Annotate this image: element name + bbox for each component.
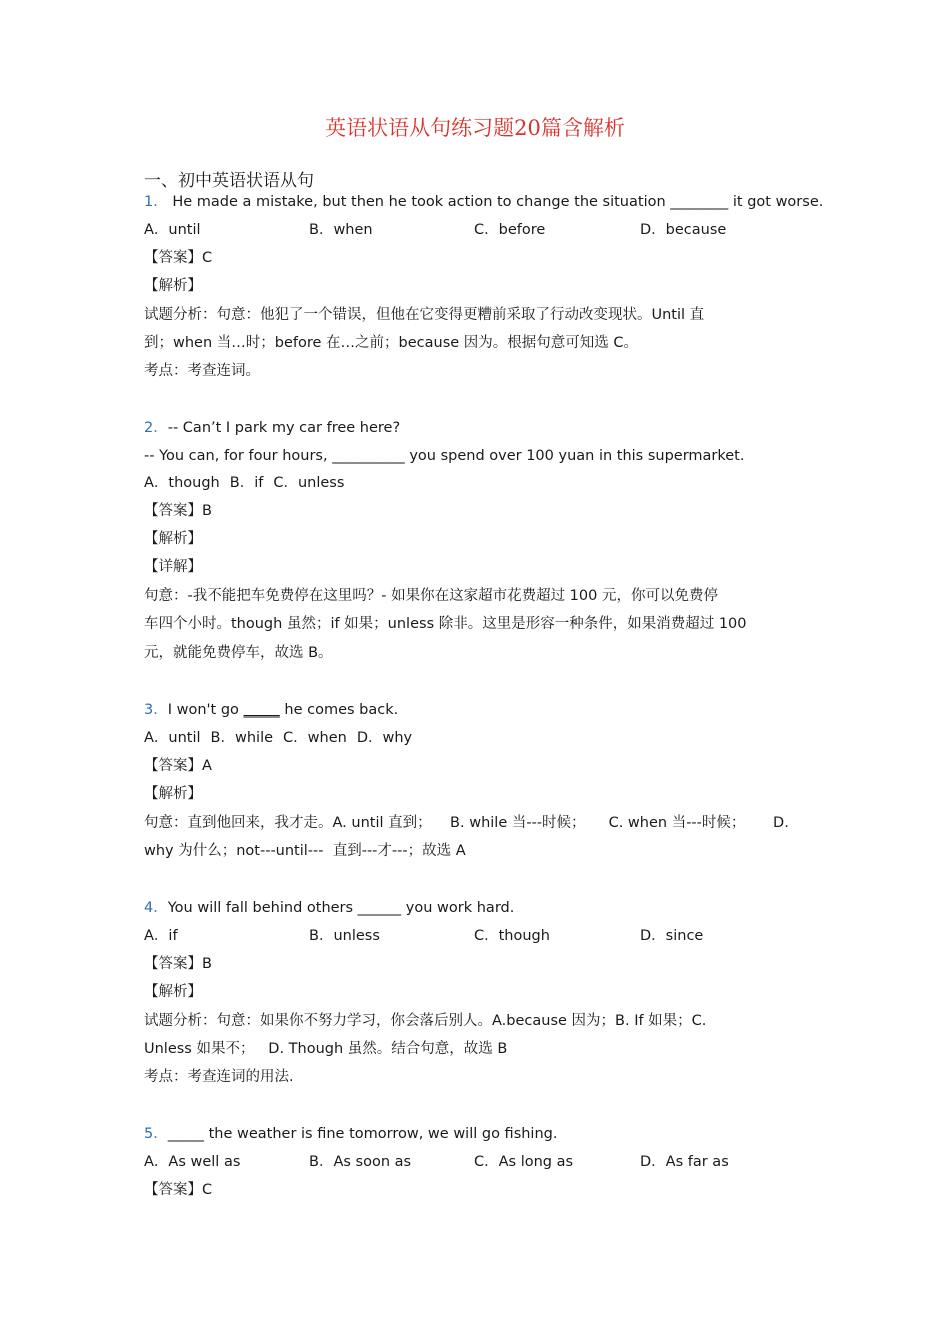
question-3-stem: [144, 700, 398, 720]
question-1-stem: [144, 192, 823, 212]
options-row: [144, 728, 422, 748]
explanation-line: Unless 如果不； D. Though 虽然。结合句意，故选 B: [144, 1041, 508, 1057]
explanation-line: 句意：直到他回来，我才走。A. until 直到； B. while 当---时候； C. when 当---时候； D.: [144, 815, 789, 831]
option-c: C．though: [474, 928, 550, 944]
option-b: B．while: [210, 730, 274, 746]
analysis-label: 【解析】: [144, 984, 202, 1000]
answer: 【答案】B: [144, 503, 212, 519]
answer: 【答案】B: [144, 956, 212, 972]
option-d: D．since: [640, 928, 704, 944]
page-title: 英语状语从句练习题20篇含解析: [325, 116, 625, 140]
analysis-label: 【解析】: [144, 531, 202, 547]
test-point: 考点：考查连词的用法.: [144, 1069, 294, 1085]
question-text-line-2: -- You can, for four hours, __________ you spend over 100 yuan in this supermarket.: [144, 448, 745, 464]
question-2-stem: [144, 418, 400, 438]
option-a: A．until: [144, 222, 201, 238]
option-c: C．when: [283, 730, 347, 746]
option-b: B．unless: [309, 928, 380, 944]
test-point: 考点：考查连词。: [144, 363, 260, 379]
option-a: A．until: [144, 730, 201, 746]
option-c: C．before: [474, 222, 546, 238]
answer: 【答案】C: [144, 1182, 213, 1198]
analysis-label: 【解析】: [144, 278, 202, 294]
explanation-line: 句意：-我不能把车免费停在这里吗？- 如果你在这家超市花费超过 100 元，你可以免费停: [144, 588, 718, 604]
explanation-line: 车四个小时。though 虽然；if 如果；unless 除非。这里是形容一种条件，如果消费超过 100: [144, 616, 747, 632]
options-row: [144, 473, 354, 493]
explanation-line: 试题分析：句意：他犯了一个错误，但他在它变得更糟前采取了行动改变现状。Until 直: [144, 307, 705, 323]
question-text: I won't go: [167, 702, 244, 718]
question-text: he comes back.: [279, 702, 399, 718]
option-b: B．As soon as: [309, 1154, 412, 1170]
option-a: A．if: [144, 928, 178, 944]
option-d: D．why: [356, 730, 413, 746]
option-a: A．though: [144, 475, 220, 491]
explanation-line: 到；when 当…时；before 在…之前；because 因为。根据句意可知选 C。: [144, 335, 639, 351]
answer-blank: _____: [243, 702, 280, 718]
explanation-line: 试题分析：句意：如果你不努力学习，你会落后别人。A.because 因为；B. If 如果；C.: [144, 1013, 707, 1029]
detail-label: 【详解】: [144, 559, 202, 575]
option-b: B．when: [309, 222, 373, 238]
question-number: 3．: [144, 702, 168, 718]
explanation-line: 元，就能免费停车，故选 B。: [144, 645, 333, 661]
answer: 【答案】C: [144, 250, 213, 266]
option-c: C．As long as: [474, 1154, 574, 1170]
question-number: 1．: [144, 194, 168, 210]
analysis-label: 【解析】: [144, 786, 202, 802]
question-5-stem: [144, 1124, 557, 1144]
option-d: D．As far as: [640, 1154, 729, 1170]
option-b: B．if: [229, 475, 264, 491]
question-number: 4．: [144, 900, 168, 916]
question-number: 5．: [144, 1126, 168, 1142]
question-4-stem: [144, 898, 514, 918]
answer: 【答案】A: [144, 758, 212, 774]
question-text: He made a mistake, but then he took action to change the situation ________ it got worse.: [167, 194, 824, 210]
question-text: You will fall behind others ______ you work hard.: [167, 900, 515, 916]
option-d: D．because: [640, 222, 727, 238]
option-c: C．unless: [273, 475, 345, 491]
question-text: _____ the weather is fine tomorrow, we will go fishing.: [167, 1126, 558, 1142]
question-text: -- Can’t I park my car free here?: [167, 420, 401, 436]
explanation-line: why 为什么；not---until--- 直到---才---；故选 A: [144, 843, 466, 859]
question-number: 2．: [144, 420, 168, 436]
option-a: A．As well as: [144, 1154, 241, 1170]
section-heading: 一、初中英语状语从句: [144, 171, 314, 191]
